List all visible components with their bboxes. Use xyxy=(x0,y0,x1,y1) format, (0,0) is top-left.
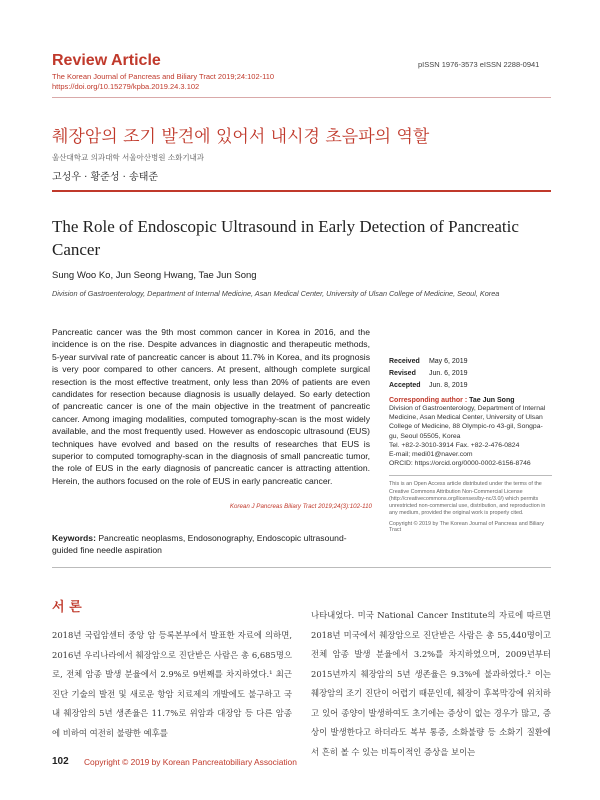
keywords xyxy=(52,532,370,557)
body-column-right xyxy=(311,606,551,762)
date-accepted xyxy=(389,380,552,392)
date-label: Received xyxy=(389,358,420,365)
journal-copyright: Copyright © 2019 by The Korean Journal of Pancreas and Biliary Tract xyxy=(389,521,544,534)
date-value: May 6, 2019 xyxy=(428,358,468,365)
header-divider xyxy=(52,97,551,98)
date-label: Accepted xyxy=(389,382,421,389)
body-column-left xyxy=(52,626,292,743)
address-line: College of Medicine, 88 Olympic-ro 43-gil, Songpa- xyxy=(389,423,543,431)
article-sidebar xyxy=(389,356,552,533)
keywords-text: Pancreatic neoplasms, Endosonography, Endoscopic ultrasound-guided fine needle aspiration xyxy=(52,533,347,556)
keywords-label: Keywords: xyxy=(52,533,96,543)
address-line: gu, Seoul 05505, Korea xyxy=(389,432,461,440)
date-value: Jun. 8, 2019 xyxy=(428,382,468,389)
date-received xyxy=(389,356,552,368)
abstract: Pancreatic cancer was the 9th most common cancer in Korea in 2016, and the incidence is on the rise. Despite advances in diagnostic and therapeutic methods, 5-year survival rate of pancreatic cancer is about 11.7% in Korea, and its prognosis is very poor compared to other cancers. At present, although complete surgical resection is the most effective treatment, only less than 20% of patients are even candidates for resection because diagnosis is usually delayed. So early detection of pancreatic cancer is one of the main objective in the treatment of pancreatic cancer. Among imaging modalities, computed tomography-scan is the most widely available, and the most frequently used. However as endoscopic ultrasound (EUS) techniques have evolved and based on the results of researches that EUS is superior to computed tomography-scan in the diagnosis of small pancreatic tumor, the role of EUS in the early diagnosis of pancreatic cancer is attracting attention. Herein, the authors focused on the role of EUS in early pancreatic cancer. xyxy=(52,327,370,486)
doi-link[interactable]: https://doi.org/10.15279/kpba.2019.24.3.102 xyxy=(52,82,200,91)
korean-authors: 고성우 · 황준성 · 송태준 xyxy=(52,172,159,183)
orcid-line[interactable]: ORCID: https://orcid.org/0000-0002-6156-8746 xyxy=(389,460,531,468)
section-title: 서 론 xyxy=(52,600,82,615)
footer-copyright: Copyright © 2019 by Korean Pancreatobiliary Association xyxy=(84,757,297,767)
article-type: Review Article xyxy=(52,52,161,69)
english-affiliation: Division of Gastroenterology, Department of Internal Medicine, Asan Medical Center, University of Ulsan College of Medicine, Seoul, Korea xyxy=(52,289,500,298)
address-line: Medicine, Asan Medical Center, University of Ulsan xyxy=(389,414,543,422)
sidebar-divider xyxy=(389,475,552,476)
citation: Korean J Pancreas Biliary Tract 2019;24(3):102-110 xyxy=(229,503,372,510)
english-title: The Role of Endoscopic Ultrasound in Early Detection of Pancreatic Cancer xyxy=(52,217,519,259)
date-revised xyxy=(389,368,552,380)
paragraph: 나타내었다. 미국 National Cancer Institute의 자료에 따르면 2018년 미국에서 췌장암으로 진단받은 사람은 총 55,440명이고 전체 암종 발생 분율에서 3.2%를 차지하였으며, 2009년부터 2015년까지 췌장암의 5년 생존율은 9.3%에 불과하였다.² 이는 췌장암의 조기 진단이 어렵기 때문인데, 췌장이 후복막강에 위치하고 있어 종양이 발생하여도 초기에는 증상이 없는 경우가 많고, 증상이 발생한다고 하더라도 복부 통증, 소화불량 등 소화기 질환에서 흔히 볼 수 있는 비특이적인 증상을 보이는 xyxy=(311,610,551,757)
korean-affiliation: 울산대학교 의과대학 서울아산병원 소화기내과 xyxy=(52,153,205,162)
page-number: 102 xyxy=(52,756,69,767)
body-divider xyxy=(52,567,551,568)
corresponding-address xyxy=(389,404,552,468)
date-label: Revised xyxy=(389,370,416,377)
phone-line: Tel. +82-2-3010-3914 Fax. +82-2-476-0824 xyxy=(389,441,520,449)
corresponding-author xyxy=(389,397,552,404)
email-line[interactable]: E-mail; medi01@naver.com xyxy=(389,451,473,459)
date-value: Jun. 6, 2019 xyxy=(428,370,468,377)
english-authors: Sung Woo Ko, Jun Seong Hwang, Tae Jun Song xyxy=(52,270,257,281)
article-dates xyxy=(389,356,552,392)
corresponding-name: Tae Jun Song xyxy=(469,397,515,404)
issn: pISSN 1976-3573 eISSN 2288-0941 xyxy=(418,60,540,69)
title-divider xyxy=(52,190,551,192)
korean-title: 췌장암의 조기 발견에 있어서 내시경 초음파의 역할 xyxy=(52,127,430,147)
corresponding-label: Corresponding author : xyxy=(389,397,468,404)
address-line: Division of Gastroenterology, Department of Internal xyxy=(389,405,546,412)
open-access-notice: This is an Open Access article distributed under the terms of the Creative Commons Attribution Non-Commercial License (http://creativecommons.org/licenses/by-nc/3.0/) which permits unrestricted non-commercial use, distribution, and reproduction in any medium, provided the original work is properly cited. xyxy=(389,481,546,517)
journal-citation: The Korean Journal of Pancreas and Biliary Tract 2019;24:102-110 xyxy=(52,72,275,81)
paragraph: 2018년 국립암센터 중앙 암 등록본부에서 발표한 자료에 의하면, 2016년 우리나라에서 췌장암으로 진단받은 사람은 총 6,685명으로, 전체 암종 발생 분율에서 2.9%로 9번째를 차지하였다.¹ 최근 진단 기술의 발전 및 새로운 항암 치료제의 개발에도 불구하고 국내 췌장암의 5년 생존율은 11.7%로 위암과 대장암 등 다른 암종에 비하여 여전히 불량한 예후를 xyxy=(52,630,292,738)
journal-info xyxy=(52,72,274,92)
